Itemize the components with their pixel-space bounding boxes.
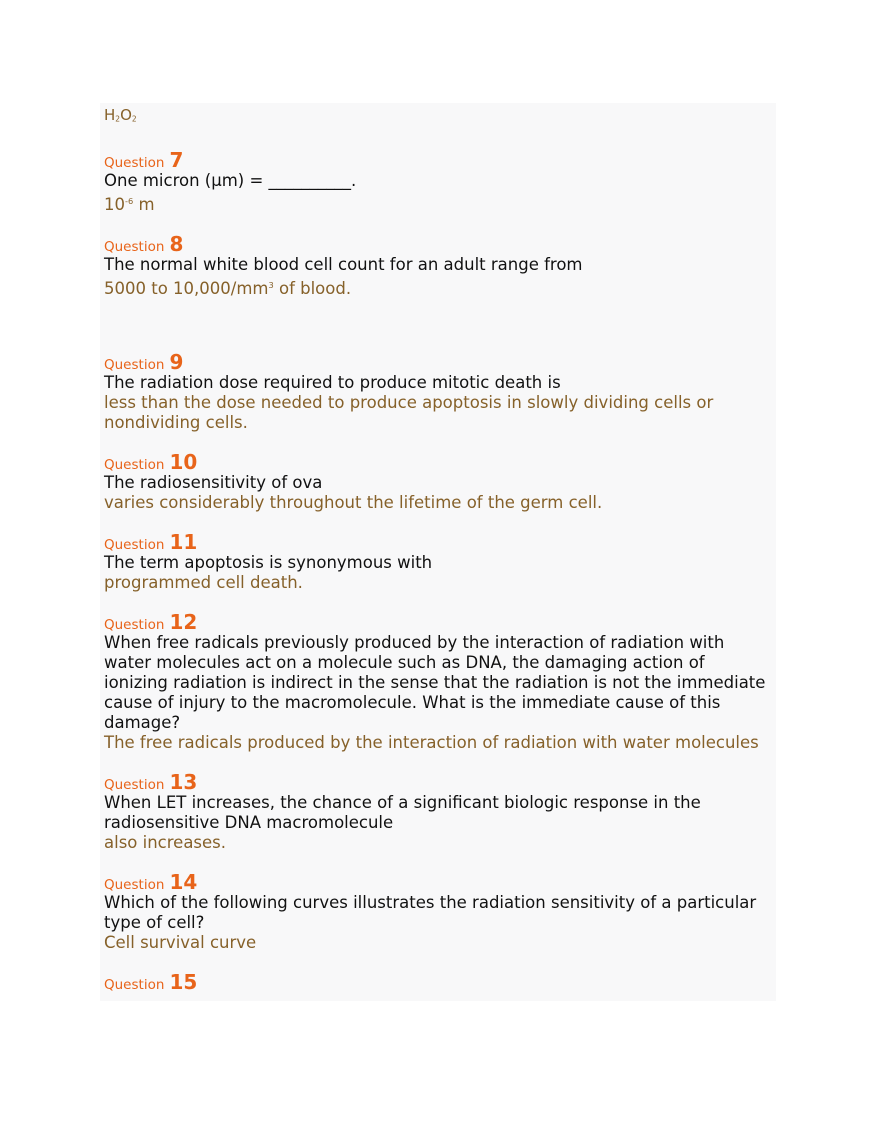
question-text: The term apoptosis is synonymous with — [104, 552, 433, 572]
question-heading: Question 7 — [104, 147, 184, 172]
question-11 — [104, 531, 772, 593]
question-number: 11 — [169, 529, 198, 554]
question-heading: Question 9 — [104, 349, 184, 374]
answer-text: Cell survival curve — [104, 932, 257, 952]
answer-text: The free radicals produced by the interaction of radiation with water molecules — [104, 732, 759, 752]
answer-text: $10^{-6}$ m — [104, 194, 155, 214]
question-text: Which of the following curves illustrates the radiation sensitivity of a particular type of cell? — [104, 892, 757, 932]
question-heading: Question 15 — [104, 969, 198, 994]
question-9 — [104, 351, 772, 433]
answer-text: also increases. — [104, 832, 227, 852]
question-text: The radiation dose required to produce mitotic death is — [104, 372, 561, 392]
question-8 — [104, 233, 772, 299]
question-number: 12 — [169, 609, 198, 634]
question-text: When free radicals previously produced by the interaction of radiation with water molecules act on a molecule such as DNA, the damaging action of ionizing radiation is indirect in the sense that the radiation is not the immediate cause of injury to the macromolecule. What is the immediate cause of this damage? — [104, 632, 766, 732]
answer-text: less than the dose needed to produce apoptosis in slowly dividing cells or nondividing cells. — [104, 392, 714, 432]
question-number: 8 — [169, 231, 184, 256]
question-text: The normal white blood cell count for an adult range from — [104, 254, 583, 274]
question-number: 10 — [169, 449, 198, 474]
question-heading: Question 10 — [104, 449, 198, 474]
answer-text: programmed cell death. — [104, 572, 303, 592]
question-number: 15 — [169, 969, 198, 994]
question-12 — [104, 611, 772, 753]
question-13 — [104, 771, 772, 853]
question-text: One micron (μm) = __________. — [104, 170, 357, 190]
previous-answer: $H_2O_2$ — [104, 106, 137, 124]
question-10 — [104, 451, 772, 513]
question-text: The radiosensitivity of ova — [104, 472, 323, 492]
question-heading: Question 12 — [104, 609, 198, 634]
quiz-content — [104, 104, 772, 993]
question-text: When LET increases, the chance of a significant biologic response in the radiosensitive DNA macromolecule — [104, 792, 701, 832]
answer-text: varies considerably throughout the lifetime of the germ cell. — [104, 492, 603, 512]
question-heading: Question 13 — [104, 769, 198, 794]
question-7 — [104, 149, 772, 215]
question-14 — [104, 871, 772, 953]
question-number: 14 — [169, 869, 198, 894]
question-number: 7 — [169, 147, 184, 172]
question-heading: Question 11 — [104, 529, 198, 554]
question-heading: Question 8 — [104, 231, 184, 256]
question-number: 13 — [169, 769, 198, 794]
question-heading: Question 14 — [104, 869, 198, 894]
question-number: 9 — [169, 349, 184, 374]
answer-text: 5000 to $10,000/mm^3$ of blood. — [104, 278, 352, 298]
question-15 — [104, 971, 772, 993]
